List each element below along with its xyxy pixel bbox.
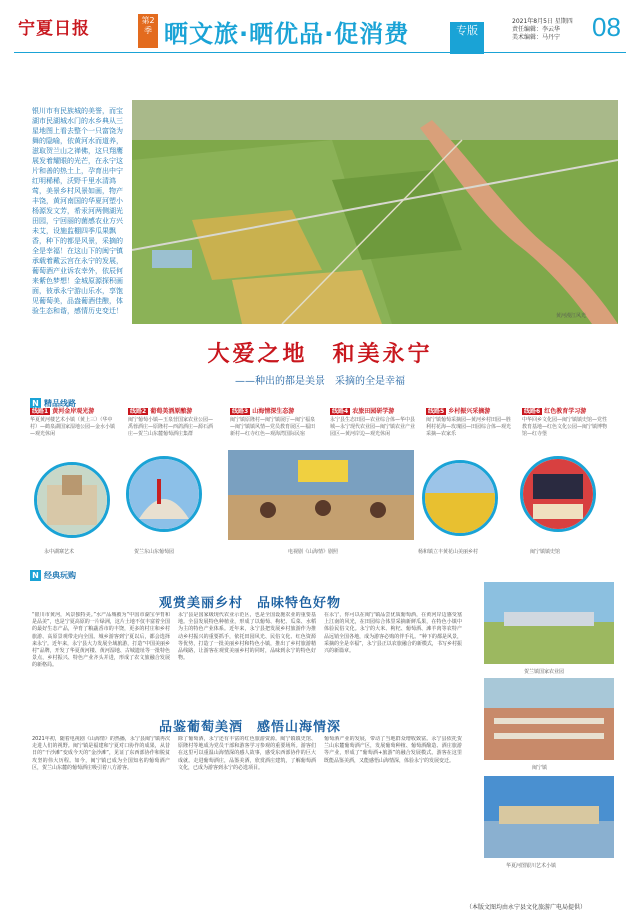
sub-heading: ——种出的都是美景 采摘的全是幸福 (235, 376, 405, 387)
route-card-4 (330, 408, 418, 438)
main-photo-caption: 黄河漫江风光 (556, 313, 587, 319)
route-title: 山海情深生态游 (252, 408, 295, 415)
route-title: 乡村振兴采摘游 (448, 408, 491, 415)
article2-title: 品鉴葡萄美酒 感悟山海情深 (158, 720, 341, 735)
article1-col2: 永宁县是国家级现代农业示范区，也是全国设施农业的重要基地。全县发展特色种植业，形成了以葡萄、枸杞、瓜菜、水稻为主的特色产业体系。近年来，永宁县把发展乡村旅游作为推动乡村振兴的重要抓手，依托田园风光、民俗文化、红色资源等优势，打造了一批美丽乡村和特色小镇，推出了乡村旅游精品线路，让游客在观赏美丽乡村的同时，品味到永宁的特色好物。 (178, 612, 316, 662)
edition-meta (512, 18, 573, 42)
route-line: 线路4 (332, 408, 349, 415)
scenic-section-heading (30, 570, 76, 581)
article2-col2: 除了葡萄酒，永宁还有丰富的红色旅游资源。闽宁镇镇史馆、原隆村等地成为党员干部和游客学习参观的重要场所。游客们在这里可以重温山海情深的感人故事，感受东西部协作的巨大成就。走进葡萄酒庄，品鉴美酒，欣赏酒庄建筑，了解葡萄酒文化，已成为游客到永宁的必选项目。 (178, 736, 316, 771)
route-photo-1 (34, 462, 110, 538)
route-text: 闽宁葡萄小镇—玉泉营国家农业公园—禹蓉酒庄—原隆村—西鸽酒庄—源石酒庄—贺兰山东麓葡萄酒庄集群 (128, 417, 214, 437)
route-card-1 (30, 408, 118, 438)
footer-credit: （本版文图均由永宁县文化旅游广电局提供） (466, 904, 587, 911)
route-text: 永宁县生态田园—农业综合体—华中县城—永宁现代农业园—闽宁镇农业产业园区—黄河岸边—观光休闲 (330, 417, 416, 437)
route-photo-2 (126, 456, 202, 532)
article2-col1: 2021年初，随着电视剧《山海情》的热播，永宁县闽宁镇再次走进人们的视野。闽宁镇是福建和宁夏对口协作的成果，从昔日的“干沙滩”变成今天的“金沙滩”，见证了东西部协作和脱贫攻坚的伟大历程。如今，闽宁镇已成为全国知名的葡萄酒产区，贺兰山东麓的葡萄酒庄吸引着八方游客。 (32, 736, 170, 771)
route-caption-3: 电视剧《山海情》剧照 (288, 549, 339, 555)
route-line: 线路3 (232, 408, 249, 415)
right-photo-3 (484, 776, 614, 858)
river-landscape-photo (132, 100, 618, 324)
route-card-5 (426, 408, 514, 438)
article1-col1: “银川市黄河，风景独特美。”水产品城被为“中国市湖宝孕育和是品美”，也是宁夏高原的一片绿洲，这片土地不仅丰富着全国的最好生态产品，孕育了粮蔬香市的丰饶，更多的村庄和乡村旅游、高原景观带走向全国。城乡游客到宁夏以后，都会选择来永宁。近年来，永宁县大力发展全域旅游，打造“中国美丽乡村”品牌，开发了华夏黄河楼、黄河湿地、古城遗址等一批特色景点，乡村振兴、特色产业齐头并进，形成了农文旅融合发展的新格局。 (32, 612, 170, 669)
right-photo-caption-1: 贺兰镇国家农业园 (524, 669, 565, 675)
route-text: 中华回乡文化园—闽宁镇镇史馆—党性教育基地—红色文化公园—闽宁镇博物馆—红寺堡 (522, 417, 608, 437)
newspaper-logo: 宁夏日报 (18, 19, 90, 39)
special-edition-badge: 专版 (450, 22, 484, 54)
header-divider (14, 52, 626, 53)
article1-title: 观赏美丽乡村 品味特色好物 (158, 596, 341, 611)
edition-date: 2021年8月5日 星期四 (512, 18, 573, 25)
route-caption-6: 闽宁镇镇史馆 (530, 549, 561, 555)
main-heading: 大爱之地 和美永宁 (207, 342, 433, 367)
route-card-2 (128, 408, 216, 438)
editor-credit: 责任编辑：李云华 (512, 26, 561, 33)
route-title: 红色教育学习游 (544, 408, 587, 415)
page-title: 晒文旅·晒优品·促消费 (164, 20, 410, 48)
article1-col3: 在永宁，你可以在闽宁镇品尝优质葡萄酒，在黄河岸边感受塞上江南的风光，在田园综合体里采摘新鲜瓜果，在特色小镇中体验民俗文化。永宁的大米、枸杞、葡萄酒、滩羊肉等农特产品远销全国各地，成为游客必购的伴手礼。“种下的都是风景，采摘的全是幸福”，永宁县正以农旅融合的新模式，书写乡村振兴的新篇章。 (324, 612, 462, 655)
route-line: 线路6 (524, 408, 541, 415)
route-card-6 (522, 408, 610, 438)
route-title: 黄河金岸观光游 (52, 408, 95, 415)
intro-text: 银川市有民族城的美誉，而宝湖市民湖城水门的水乡典从三星地图上看去整个一只富饶为舞的隐喻，依黄河水而道养，滋取贺兰山之禅佛，这只翔鹰展发着耀眼的光芒，在永宁这片和善的热土上，孕育出中宁红明稀稀，沃野千里水清鸿莺，美景乡村风景如画，物产丰饶，黄河南国的华夏河塑小杨源发文芳，希汞河两侧湖光田园，宁回丽的菌感农业方兴未艾，设施监棚四季瓜果飘香，种下的都是风景，采摘的全是幸福！在这山下的闽宁镇承载着戴云宫在永宁的发展，葡萄酒产业诉农幸外，依辰何来紫色梦想！金城原源探积画面，彼承永宁游山乐水，享饱见葡萄美，品盎葡酒佳酿，体验生态和谐，感情历史变迁！ (32, 107, 123, 315)
article2-col3: 葡萄酒产业的发展，带动了当地群众增收致富。永宁县依托贺兰山东麓葡萄酒产区，发展葡萄种植、葡萄酒酿造、酒庄旅游等产业，形成了“葡萄酒+旅游”的融合发展模式。游客在这里既能品鉴美酒，又能感悟山海情深，体验永宁的发展变迁。 (324, 736, 462, 764)
route-line: 线路5 (428, 408, 445, 415)
route-text: 闽宁镇原隆村—闽宁镇展厅—闽宁福泉—闽宁镇镇风情—党员教育展区—福田新村—红寺红色—观海湾国际民宿 (230, 417, 316, 437)
page-number: 08 (592, 12, 621, 42)
right-photo-1 (484, 582, 614, 664)
route-title: 葡萄美酒原酿游 (150, 408, 193, 415)
section-n-icon: N (30, 398, 41, 409)
route-caption-2: 贺兰东山东葡萄园 (134, 549, 175, 555)
route-card-3 (230, 408, 318, 438)
right-photo-2 (484, 678, 614, 760)
route-caption-1: 永中湖寨艺术 (44, 549, 75, 555)
route-caption-5: 杨和镇立丰黄花山美丽乡村 (418, 549, 479, 555)
route-line: 线路1 (32, 408, 49, 415)
route-photo-6 (520, 456, 596, 532)
route-title: 农旅田园研学游 (352, 408, 395, 415)
route-text: 华夏黄河楼艺术小镇（黄上三）（华中村）—鹤泉湖国家湿地公园—金水小镇—观光休闲 (30, 417, 116, 437)
right-photo-caption-2: 闽宁镇 (532, 765, 548, 771)
scenic-section-label: 经典玩购 (44, 571, 76, 580)
route-line: 线路2 (130, 408, 147, 415)
route-photo-3 (228, 450, 414, 540)
section-n-icon: N (30, 570, 41, 581)
routes-section-label: 精品线路 (44, 399, 76, 408)
route-photo-5 (422, 460, 498, 536)
designer-credit: 美术编辑：马丹宁 (512, 34, 561, 41)
right-photo-caption-3: 华夏河图银川艺术小镇 (506, 863, 557, 869)
season-badge: 第2季 (138, 14, 158, 48)
route-text: 闽宁镇葡萄采摘园—黄河乡村田园—胜利村花海—玫瑰园—田园综合体—观光采摘—农家乐 (426, 417, 512, 437)
